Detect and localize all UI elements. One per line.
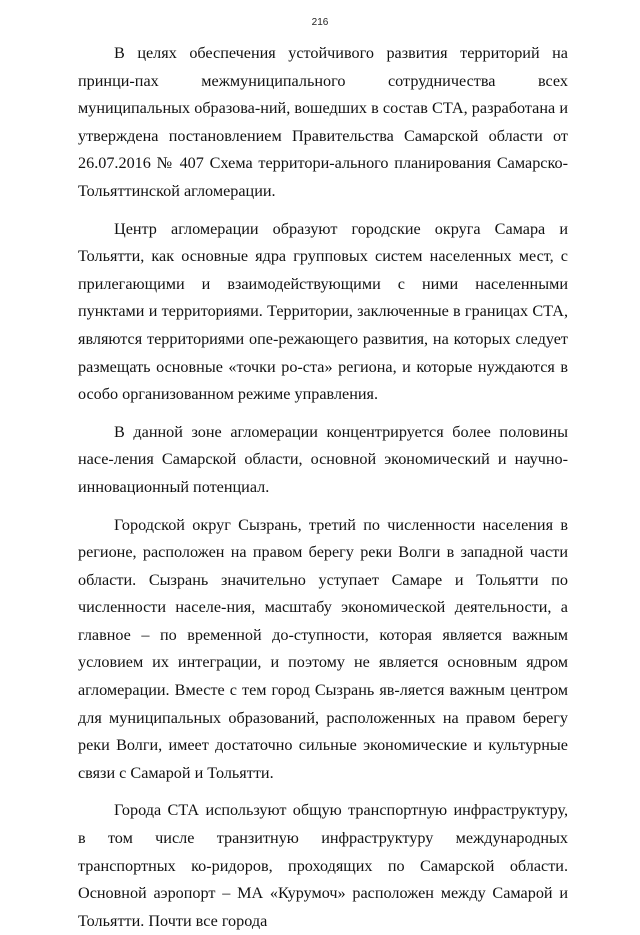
body-text bbox=[78, 40, 568, 935]
paragraph: Города СТА используют общую транспортную инфраструктуру, в том числе транзитную инфраструктуру международных транспортных ко-ридоров, проходящих по Самарской области. Основной аэропорт – МА «Курумоч» расположен между Самарой и Тольятти. Почти все города bbox=[78, 801, 568, 930]
paragraph: Центр агломерации образуют городские округа Самара и Тольятти, как основные ядра групповых систем населенных мест, с прилегающими и взаимодействующими с ними населенными пунктами и территориями. Территории, заключенные в границах СТА, являются территориями опе-режающего развития, на которых следует размещать основные «точки ро-ста» региона, и которые нуждаются в особо организованном режиме управления. bbox=[78, 219, 568, 404]
paragraph: В данной зоне агломерации концентрируется более половины насе-ления Самарской области, основной экономический и научно-инновационный потенциал. bbox=[78, 422, 568, 496]
paragraph: Городской округ Сызрань, третий по численности населения в регионе, расположен на правом берегу реки Волги в западной части области. Сызрань значительно уступает Самаре и Тольятти по численности населе-ния, масштабу экономической деятельности, а главное – по временной до-ступности, которая является важным условием их интеграции, и поэтому не является основным ядром агломерации. Вместе с тем город Сызрань яв-ляется важным центром для муниципальных образований, расположенных на правом берегу реки Волги, имеет достаточно сильные экономические и культурные связи с Самарой и Тольятти. bbox=[78, 515, 568, 782]
page-number: 216 bbox=[311, 17, 329, 28]
paragraph: В целях обеспечения устойчивого развития территорий на принци-пах межмуниципального сотрудничества всех муниципальных образова-ний, вошедших в состав СТА, разработана и утверждена постановлением Правительства Самарской области от 26.07.2016 № 407 Схема территори-ального планирования Самарско-Тольяттинской агломерации. bbox=[78, 44, 568, 200]
